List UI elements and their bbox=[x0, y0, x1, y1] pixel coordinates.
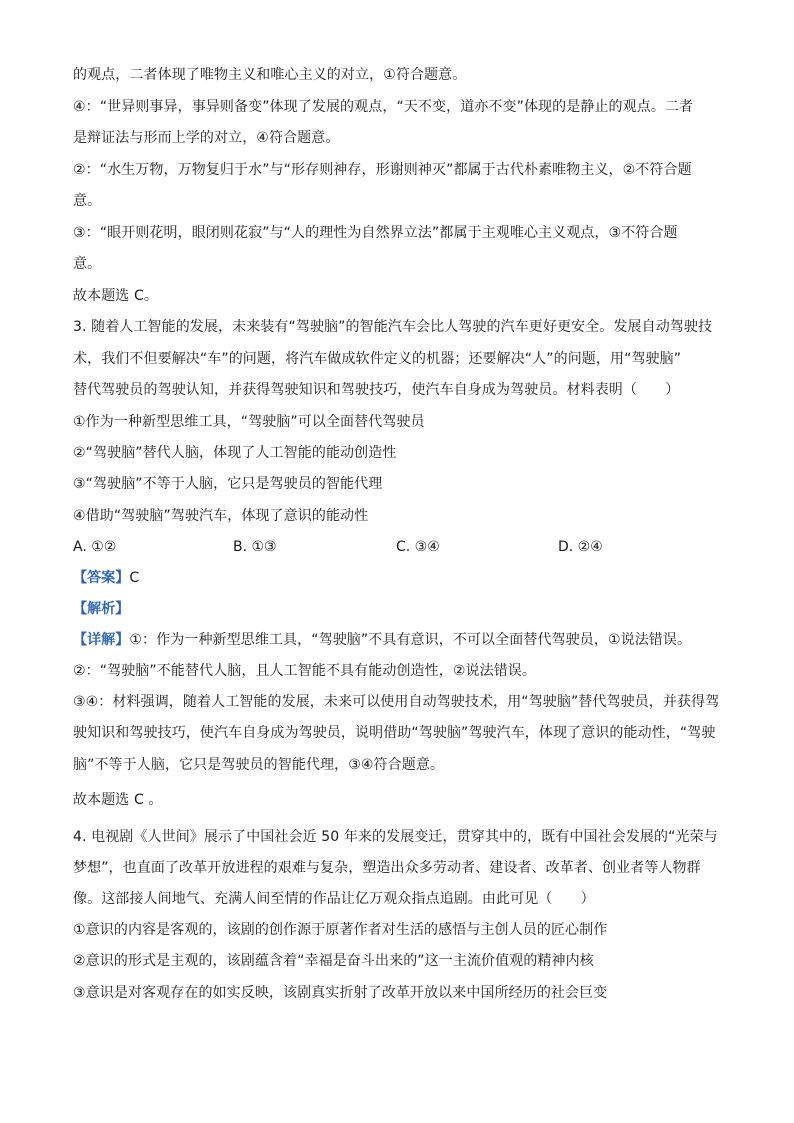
text-line: 故本题选 C。 bbox=[73, 288, 158, 304]
question-3-stem: 术，我们不但要解决“车”的问题，将汽车做成软件定义的机器；还要解决“人”的问题，用“驾驶脑” bbox=[73, 351, 682, 367]
answer-value: C bbox=[129, 570, 140, 586]
text-line: ②：“驾驶脑”不能替代人脑，且人工智能不具有能动创造性，②说法错误。 bbox=[73, 663, 537, 679]
option-a: A. ①② bbox=[73, 539, 117, 555]
answer-line bbox=[73, 568, 139, 588]
text-line: 意。 bbox=[73, 256, 102, 272]
question-4-statement: ①意识的内容是客观的，该剧的创作源于原著作者对生活的感悟与主创人员的匠心制作 bbox=[73, 922, 608, 938]
detail-tag: 【详解】 bbox=[73, 632, 130, 648]
question-3-statement: ②“驾驶脑”替代人脑，体现了人工智能的能动创造性 bbox=[73, 445, 397, 461]
question-3-stem: 替代驾驶员的驾驶认知，并获得驾驶知识和驾驶技巧，使汽车自身成为驾驶员。材料表明（ ） bbox=[73, 382, 680, 398]
analysis-tag: 【解析】 bbox=[73, 601, 130, 617]
text-line: ②：“水生万物，万物复归于水”与“形存则神存，形谢则神灭”都属于古代朴素唯物主义，②不符合题 bbox=[73, 162, 692, 178]
detail-line bbox=[73, 630, 691, 650]
question-4-stem: 梦想”，也直面了改革开放进程的艰难与复杂，塑造出众多劳动者、建设者、改革者、创业者等人物群 bbox=[73, 860, 701, 876]
question-3-statement: ③“驾驶脑”不等于人脑，它只是驾驶员的智能代理 bbox=[73, 476, 383, 492]
detail-text: ①：作为一种新型思维工具，“驾驶脑”不具有意识，不可以全面替代驾驶员，①说法错误。 bbox=[129, 632, 692, 648]
text-line: 的观点，二者体现了唯物主义和唯心主义的对立，①符合题意。 bbox=[73, 67, 467, 83]
text-line: 故本题选 C 。 bbox=[73, 792, 163, 808]
question-3-statement: ①作为一种新型思维工具，“驾驶脑”可以全面替代驾驶员 bbox=[73, 414, 425, 430]
text-line: 是辩证法与形而上学的对立，④符合题意。 bbox=[73, 130, 340, 146]
option-b: B. ①③ bbox=[233, 539, 277, 555]
question-4-statement: ②意识的形式是主观的，该剧蕴含着“幸福是奋斗出来的”这一主流价值观的精神内核 bbox=[73, 953, 594, 969]
question-4-statement: ③意识是对客观存在的如实反映，该剧真实折射了改革开放以来中国所经历的社会巨变 bbox=[73, 985, 608, 1001]
text-line: 意。 bbox=[73, 193, 102, 209]
question-4-stem: 4. 电视剧《人世间》展示了中国社会近 50 年来的发展变迁，贯穿其中的，既有中国社会发展的“光荣与 bbox=[73, 829, 718, 845]
question-4-stem: 像。这部接人间地气、充满人间至情的作品让亿万观众指点追剧。由此可见（ ） bbox=[73, 891, 595, 907]
option-d: D. ②④ bbox=[558, 539, 603, 555]
analysis-line bbox=[73, 599, 129, 619]
question-3-stem: 3. 随着人工智能的发展，未来装有“驾驶脑”的智能汽车会比人驾驶的汽车更好更安全。发展自动驾驶技 bbox=[73, 319, 713, 335]
option-c: C. ③④ bbox=[396, 539, 440, 555]
text-line: ③：“眼开则花明，眼闭则花寂”与“人的理性为自然界立法”都属于主观唯心主义观点，③不符合题 bbox=[73, 225, 678, 241]
text-line: 脑”不等于人脑，它只是驾驶员的智能代理，③④符合题意。 bbox=[73, 757, 445, 773]
text-line: ③④：材料强调，随着人工智能的发展，未来可以使用自动驾驶技术，用“驾驶脑”替代驾驶员，并获得驾 bbox=[73, 694, 720, 710]
text-line: 驶知识和驾驶技巧，使汽车自身成为驾驶员，说明借助“驾驶脑”驾驶汽车，体现了意识的能动性，“驾驶 bbox=[73, 725, 716, 741]
answer-tag: 【答案】 bbox=[73, 570, 130, 586]
text-line: ④：“世异则事异，事异则备变”体现了发展的观点，“天不变，道亦不变”体现的是静止的观点。二者 bbox=[73, 99, 694, 115]
question-3-statement: ④借助“驾驶脑”驾驶汽车，体现了意识的能动性 bbox=[73, 508, 369, 524]
